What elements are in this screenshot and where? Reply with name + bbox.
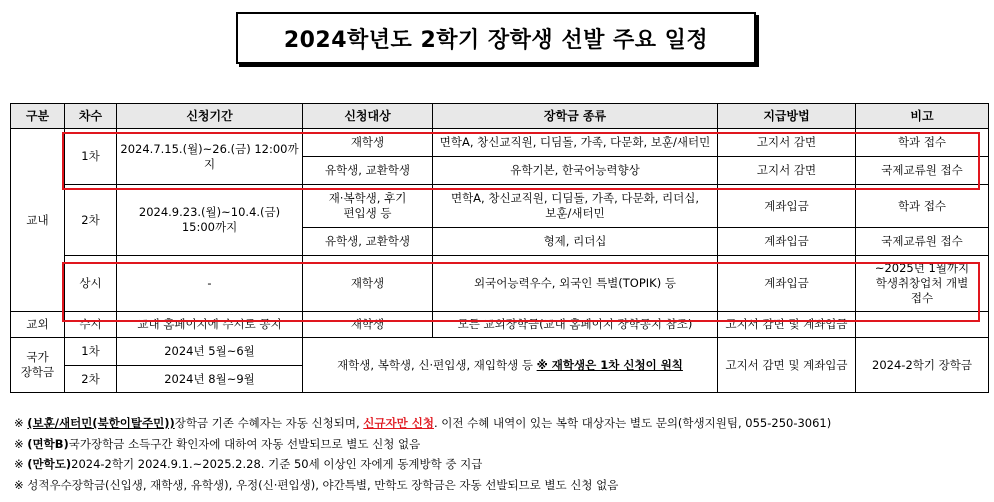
note-cell: 국제교류원 접수 [856,157,989,185]
note-cell: 학과 접수 [856,129,989,157]
note-lead: (만학도) [27,457,72,471]
notes-section [14,413,989,495]
note-study-b [14,434,989,455]
category-line: 국가 [26,350,49,364]
method-cell: 고지서 감면 및 계좌입금 [718,312,856,338]
note-mark: ※ [14,436,28,451]
note-text: . 이전 수혜 내역이 있는 복학 대상자는 별도 문의(학생지원팀, 055-250-3061) [433,416,832,430]
note-line: 학생취창업처 개별 [875,276,969,290]
types-cell [433,185,718,228]
method-cell: 계좌입금 [718,185,856,228]
period-cell: - [117,256,303,312]
table-row [11,256,989,312]
header-round: 차수 [65,104,117,129]
round-cell: 수시 [65,312,117,338]
schedule-table [10,103,989,393]
method-cell: 계좌입금 [718,228,856,256]
header-target: 신청대상 [303,104,433,129]
period-cell [117,185,303,256]
note-cell: 국제교류원 접수 [856,228,989,256]
table-row [11,312,989,338]
round-cell: 2차 [65,366,117,393]
note-cell: 학과 접수 [856,185,989,228]
types-cell: 모든 교외장학금(교내 홈페이지 장학공지 참조) [433,312,718,338]
header-remarks: 비고 [856,104,989,129]
category-national [11,338,65,393]
category-line: 장학금 [20,365,55,379]
header-category: 구분 [11,104,65,129]
period-line: 2024.9.23.(월)~10.4.(금) [138,205,281,219]
target-cell: 재학생 [303,256,433,312]
round-cell: 2차 [65,185,117,256]
table-row [11,129,989,157]
method-cell: 고지서 감면 [718,157,856,185]
period-cell: 2024.7.15.(월)~26.(금) 12:00까지 [117,129,303,185]
period-cell: 2024년 5월~6월 [117,338,303,366]
round-cell: 1차 [65,129,117,185]
note-cell [856,312,989,338]
note-text: 2024-2학기 2024.9.1.~2025.2.28. 기준 50세 이상인 자에게 동계방학 중 지급 [71,457,483,471]
target-cell: 재학생 [303,129,433,157]
types-cell: 형제, 리더십 [433,228,718,256]
target-line: 편입생 등 [343,206,392,220]
round-cell: 상시 [65,256,117,312]
note-mark: ※ [14,457,28,471]
target-cell: 유학생, 교환학생 [303,157,433,185]
method-cell: 고지서 감면 및 계좌입금 [718,338,856,393]
header-scholarship-type: 장학금 종류 [433,104,718,129]
note-lead: (면학B) [27,436,69,451]
note-cell [856,256,989,312]
note-lead: (보훈/새터민(북한이탈주민)) [27,416,175,430]
note-highlight: 신규자만 신청 [363,416,434,430]
note-line: 접수 [910,291,934,305]
round-cell: 1차 [65,338,117,366]
header-period: 신청기간 [117,104,303,129]
note-late-learner [14,454,989,475]
table-header-row [11,104,989,129]
types-line: 면학A, 창신교직원, 디딤돌, 가족, 다문화, 리더십, [450,191,700,205]
types-cell: 유학기본, 한국어능력향상 [433,157,718,185]
national-target-text: 재학생, 복학생, 신·편입생, 재입학생 등 [337,357,537,372]
national-target-emphasis: ※ 재학생은 1차 신청이 원칙 [536,357,683,372]
types-line: 보훈/새터민 [545,206,605,220]
target-line: 재·복학생, 후기 [328,191,407,205]
note-veterans [14,413,989,434]
note-automatic: ※ 성적우수장학금(신입생, 재학생, 유학생), 우정(신·편입생), 야간특별, 만학도 장학금은 자동 선발되므로 별도 신청 없음 [14,477,619,492]
table-row [11,185,989,228]
types-cell: 외국어능력우수, 외국인 특별(TOPIK) 등 [433,256,718,312]
target-cell: 유학생, 교환학생 [303,228,433,256]
category-campus: 교내 [11,129,65,312]
period-cell: 교내 홈페이지에 수시로 공지 [117,312,303,338]
method-cell: 고지서 감면 [718,129,856,157]
national-target-cell [303,338,718,393]
table-row [11,338,989,366]
note-mark: ※ [14,416,28,430]
target-cell: 재학생 [303,312,433,338]
note-text: 국가장학금 소득구간 확인자에 대하여 자동 선발되므로 별도 신청 없음 [68,436,421,451]
types-cell: 면학A, 창신교직원, 디딤돌, 가족, 다문화, 보훈/새터민 [433,129,718,157]
note-text: 장학금 기존 수혜자는 자동 신청되며, [174,416,364,430]
category-external: 교외 [11,312,65,338]
note-cell: 2024-2학기 장학금 [856,338,989,393]
page-title: 2024학년도 2학기 장학생 선발 주요 일정 [236,12,756,64]
period-line: 15:00까지 [181,220,238,234]
method-cell: 계좌입금 [718,256,856,312]
period-cell: 2024년 8월~9월 [117,366,303,393]
header-payment-method: 지급방법 [718,104,856,129]
target-cell [303,185,433,228]
note-line: ~2025년 1월까지 [874,261,970,275]
